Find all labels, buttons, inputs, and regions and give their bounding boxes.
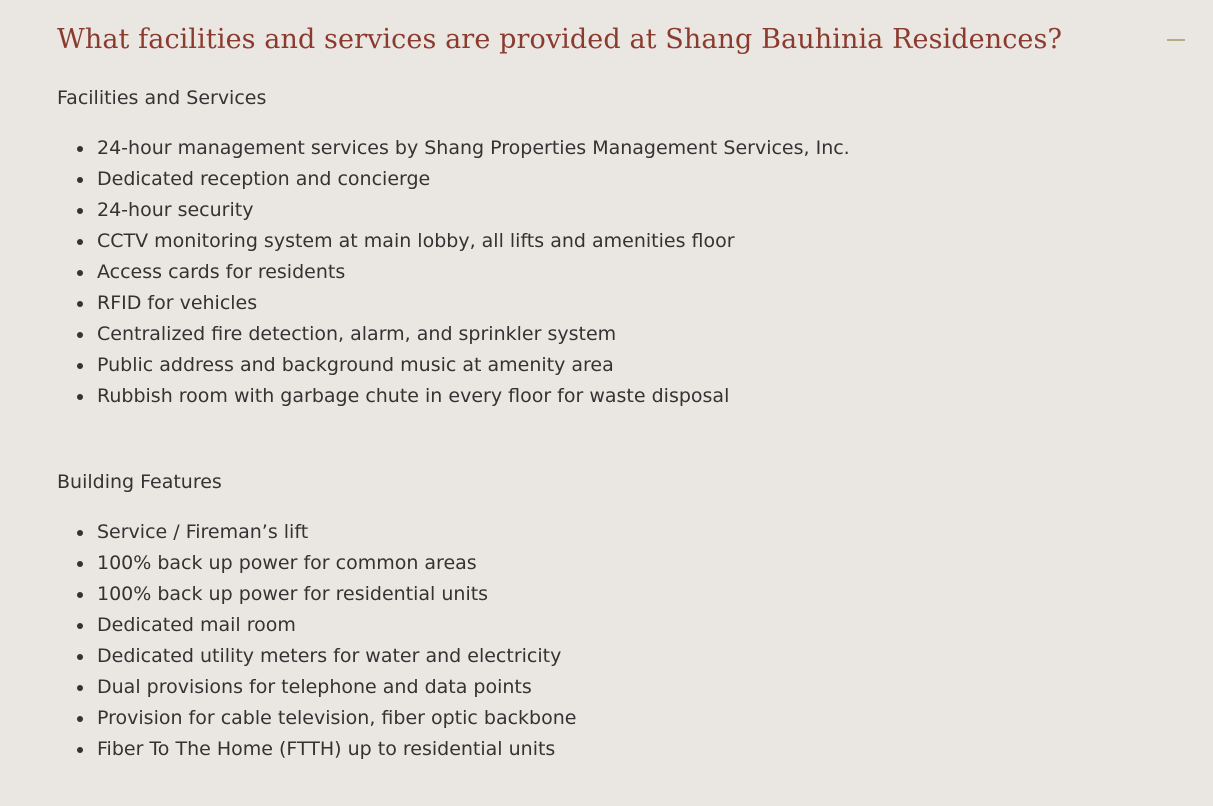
collapse-toggle-button[interactable] <box>1163 28 1191 52</box>
list-item: Access cards for residents <box>97 257 1157 288</box>
list-item: Dual provisions for telephone and data points <box>97 672 1157 703</box>
facilities-list <box>57 133 1157 412</box>
section-heading-building-features: Building Features <box>57 471 222 493</box>
faq-question[interactable]: What facilities and services are provided at Shang Bauhinia Residences? <box>57 24 1063 55</box>
faq-answer <box>57 84 1157 765</box>
list-item: Rubbish room with garbage chute in every floor for waste disposal <box>97 381 1157 412</box>
list-item: 24-hour security <box>97 195 1157 226</box>
list-item: Fiber To The Home (FTTH) up to residential units <box>97 734 1157 765</box>
minus-icon <box>1167 39 1185 41</box>
list-item: Dedicated reception and concierge <box>97 164 1157 195</box>
list-item: Centralized fire detection, alarm, and sprinkler system <box>97 319 1157 350</box>
list-item: Provision for cable television, fiber optic backbone <box>97 703 1157 734</box>
faq-question-header[interactable] <box>57 18 1197 62</box>
list-item: 24-hour management services by Shang Properties Management Services, Inc. <box>97 133 1157 164</box>
list-item: 100% back up power for residential units <box>97 579 1157 610</box>
list-item: CCTV monitoring system at main lobby, all lifts and amenities floor <box>97 226 1157 257</box>
list-item: Service / Fireman’s lift <box>97 517 1157 548</box>
list-item: RFID for vehicles <box>97 288 1157 319</box>
section-heading-facilities: Facilities and Services <box>57 87 267 109</box>
list-item: 100% back up power for common areas <box>97 548 1157 579</box>
list-item: Dedicated mail room <box>97 610 1157 641</box>
building-features-list <box>57 517 1157 765</box>
list-item: Public address and background music at amenity area <box>97 350 1157 381</box>
section-spacer <box>57 412 1157 468</box>
list-item: Dedicated utility meters for water and electricity <box>97 641 1157 672</box>
